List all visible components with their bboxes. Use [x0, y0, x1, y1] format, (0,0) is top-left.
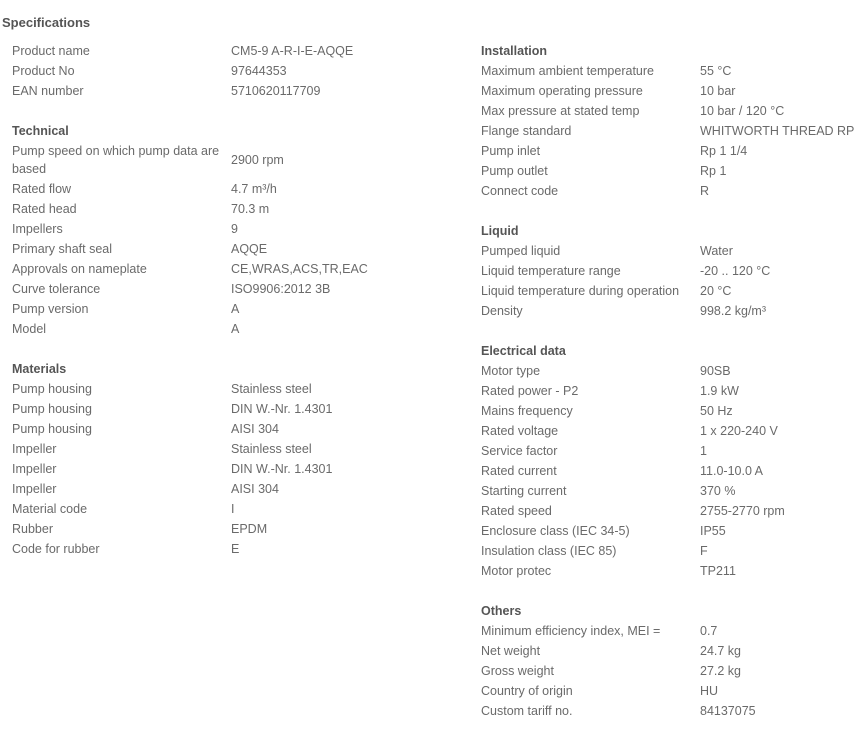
spec-label: Service factor: [481, 444, 558, 458]
spec-label: Starting current: [481, 484, 567, 498]
spec-label: Impellers: [12, 222, 63, 236]
section-title: Installation: [481, 44, 547, 58]
spec-label: Pump outlet: [481, 164, 548, 178]
spec-label: Maximum operating pressure: [481, 84, 643, 98]
spec-label: Max pressure at stated temp: [481, 104, 640, 118]
spec-value: EPDM: [231, 522, 268, 536]
spec-row: [12, 81, 412, 101]
spec-label: Pump housing: [12, 422, 92, 436]
spec-label: Product No: [12, 64, 75, 78]
section-installation: [481, 41, 866, 201]
spec-label: Mains frequency: [481, 404, 573, 418]
spec-value: 0.7: [700, 624, 718, 638]
spec-label: Motor protec: [481, 564, 552, 578]
spec-value: HU: [700, 684, 719, 698]
spec-label: Motor type: [481, 364, 541, 378]
spec-value: 2900 rpm: [231, 153, 284, 167]
spec-value: E: [231, 542, 240, 556]
spec-row: [481, 241, 866, 261]
spec-row: [481, 701, 866, 721]
spec-label: Product name: [12, 44, 90, 58]
spec-row: [481, 161, 866, 181]
spec-row: [481, 421, 866, 441]
spec-row: [12, 199, 412, 219]
spec-label: Flange standard: [481, 124, 572, 138]
spec-row: [481, 181, 866, 201]
spec-value: CM5-9 A-R-I-E-AQQE: [231, 44, 354, 58]
section-title: Liquid: [481, 224, 519, 238]
spec-value: WHITWORTH THREAD RP: [700, 124, 855, 138]
spec-row: [12, 499, 412, 519]
spec-value: 20 °C: [700, 284, 732, 298]
spec-value: 55 °C: [700, 64, 732, 78]
spec-value: 97644353: [231, 64, 287, 78]
spec-value: Water: [700, 244, 733, 258]
spec-value: R: [700, 184, 710, 198]
spec-row: [481, 441, 866, 461]
section-title: Others: [481, 604, 522, 618]
spec-value: 370 %: [700, 484, 736, 498]
spec-row: [481, 281, 866, 301]
spec-label: Liquid temperature during operation: [481, 284, 680, 298]
spec-value: A: [231, 322, 240, 336]
spec-label: Liquid temperature range: [481, 264, 621, 278]
spec-label: Pumped liquid: [481, 244, 561, 258]
spec-row: [12, 379, 412, 399]
spec-value: Rp 1: [700, 164, 727, 178]
spec-row: [481, 381, 866, 401]
spec-label: Approvals on nameplate: [12, 262, 147, 276]
spec-row: [12, 299, 412, 319]
spec-row: [12, 519, 412, 539]
spec-value: 10 bar / 120 °C: [700, 104, 785, 118]
spec-value: 70.3 m: [231, 202, 270, 216]
spec-label: Net weight: [481, 644, 541, 658]
spec-label: Impeller: [12, 442, 57, 456]
spec-value: 2755-2770 rpm: [700, 504, 785, 518]
spec-label: Minimum efficiency index, MEI =: [481, 624, 661, 638]
spec-row: [12, 459, 412, 479]
spec-row: [481, 461, 866, 481]
spec-label: Rated head: [12, 202, 77, 216]
spec-label: Curve tolerance: [12, 282, 101, 296]
spec-label: Pump housing: [12, 382, 92, 396]
spec-row: [481, 101, 866, 121]
spec-label: Code for rubber: [12, 542, 100, 556]
spec-label: Rubber: [12, 522, 53, 536]
spec-value: I: [231, 502, 235, 516]
spec-row: [12, 61, 412, 81]
spec-row: [481, 641, 866, 661]
spec-row: [481, 81, 866, 101]
spec-value: TP211: [700, 564, 736, 578]
spec-row: [481, 361, 866, 381]
spec-row: [481, 121, 866, 141]
left-column: [12, 41, 412, 559]
section-materials: [12, 359, 412, 559]
spec-row: [481, 141, 866, 161]
spec-row: [12, 179, 412, 199]
spec-label: Country of origin: [481, 684, 573, 698]
section-technical: [12, 121, 412, 339]
spec-row: [481, 61, 866, 81]
spec-row: [481, 401, 866, 421]
spec-label: Impeller: [12, 462, 57, 476]
spec-value: AISI 304: [231, 482, 279, 496]
spec-label: Maximum ambient temperature: [481, 64, 654, 78]
spec-row: [481, 481, 866, 501]
spec-label: EAN number: [12, 84, 84, 98]
spec-value: AISI 304: [231, 422, 279, 436]
spec-value: 4.7 m³/h: [231, 182, 277, 196]
spec-value: Rp 1 1/4: [700, 144, 748, 158]
spec-label: Rated power - P2: [481, 384, 579, 398]
spec-row: [12, 219, 412, 239]
spec-value: CE,WRAS,ACS,TR,EAC: [231, 262, 368, 276]
spec-value: 1 x 220-240 V: [700, 424, 778, 438]
spec-value: DIN W.-Nr. 1.4301: [231, 462, 333, 476]
section-title: Materials: [12, 362, 67, 376]
spec-label: Density: [481, 304, 523, 318]
spec-value: 27.2 kg: [700, 664, 742, 678]
spec-label: Pump version: [12, 302, 89, 316]
spec-value: 1.9 kW: [700, 384, 739, 398]
spec-row: [481, 661, 866, 681]
spec-row: [12, 319, 412, 339]
page-title: Specifications: [2, 15, 91, 30]
spec-value: 84137075: [700, 704, 756, 718]
spec-row: [12, 41, 412, 61]
right-column: [481, 41, 866, 721]
section-liquid: [481, 221, 866, 321]
spec-row: [12, 141, 412, 179]
spec-row: [12, 399, 412, 419]
spec-value: 90SB: [700, 364, 731, 378]
spec-value: 1: [700, 444, 707, 458]
spec-value: 5710620117709: [231, 84, 321, 98]
spec-value: AQQE: [231, 242, 268, 256]
spec-row: [481, 681, 866, 701]
spec-row: [12, 439, 412, 459]
spec-row: [12, 239, 412, 259]
spec-row: [12, 479, 412, 499]
spec-value: Stainless steel: [231, 442, 312, 456]
spec-row: [12, 419, 412, 439]
spec-value: 11.0-10.0 A: [700, 464, 764, 478]
spec-row: [12, 279, 412, 299]
spec-row: [481, 501, 866, 521]
spec-label: Custom tariff no.: [481, 704, 573, 718]
spec-value: 10 bar: [700, 84, 736, 98]
spec-label: Pump housing: [12, 402, 92, 416]
spec-label: Pump inlet: [481, 144, 541, 158]
section-title: Technical: [12, 124, 69, 138]
spec-value: DIN W.-Nr. 1.4301: [231, 402, 333, 416]
spec-value: 24.7 kg: [700, 644, 742, 658]
spec-row: [12, 539, 412, 559]
spec-value: Stainless steel: [231, 382, 312, 396]
spec-label: Rated current: [481, 464, 557, 478]
spec-row: [481, 621, 866, 641]
spec-row: [12, 259, 412, 279]
spec-label: Gross weight: [481, 664, 554, 678]
spec-label: Model: [12, 322, 47, 336]
spec-label: Rated voltage: [481, 424, 559, 438]
spec-value: 9: [231, 222, 238, 236]
spec-row: [481, 521, 866, 541]
spec-row: [481, 301, 866, 321]
spec-label: Primary shaft seal: [12, 242, 113, 256]
spec-value: 998.2 kg/m³: [700, 304, 767, 318]
spec-label: Material code: [12, 502, 88, 516]
spec-row: [481, 561, 866, 581]
spec-value: IP55: [700, 524, 726, 538]
spec-row: [481, 541, 866, 561]
spec-label: Rated speed: [481, 504, 552, 518]
spec-value: ISO9906:2012 3B: [231, 282, 331, 296]
spec-label: Connect code: [481, 184, 559, 198]
spec-label: Rated flow: [12, 182, 72, 196]
spec-label: Impeller: [12, 482, 57, 496]
section-electrical-data: [481, 341, 866, 581]
spec-value: -20 .. 120 °C: [700, 264, 771, 278]
spec-row: [481, 261, 866, 281]
section-others: [481, 601, 866, 721]
spec-label: Enclosure class (IEC 34-5): [481, 524, 630, 538]
section-product: [12, 41, 412, 101]
section-title: Electrical data: [481, 344, 566, 358]
spec-value: A: [231, 302, 240, 316]
spec-value: 50 Hz: [700, 404, 733, 418]
spec-value: F: [700, 544, 708, 558]
spec-label: Pump speed on which pump data are based: [12, 144, 220, 176]
spec-label: Insulation class (IEC 85): [481, 544, 617, 558]
